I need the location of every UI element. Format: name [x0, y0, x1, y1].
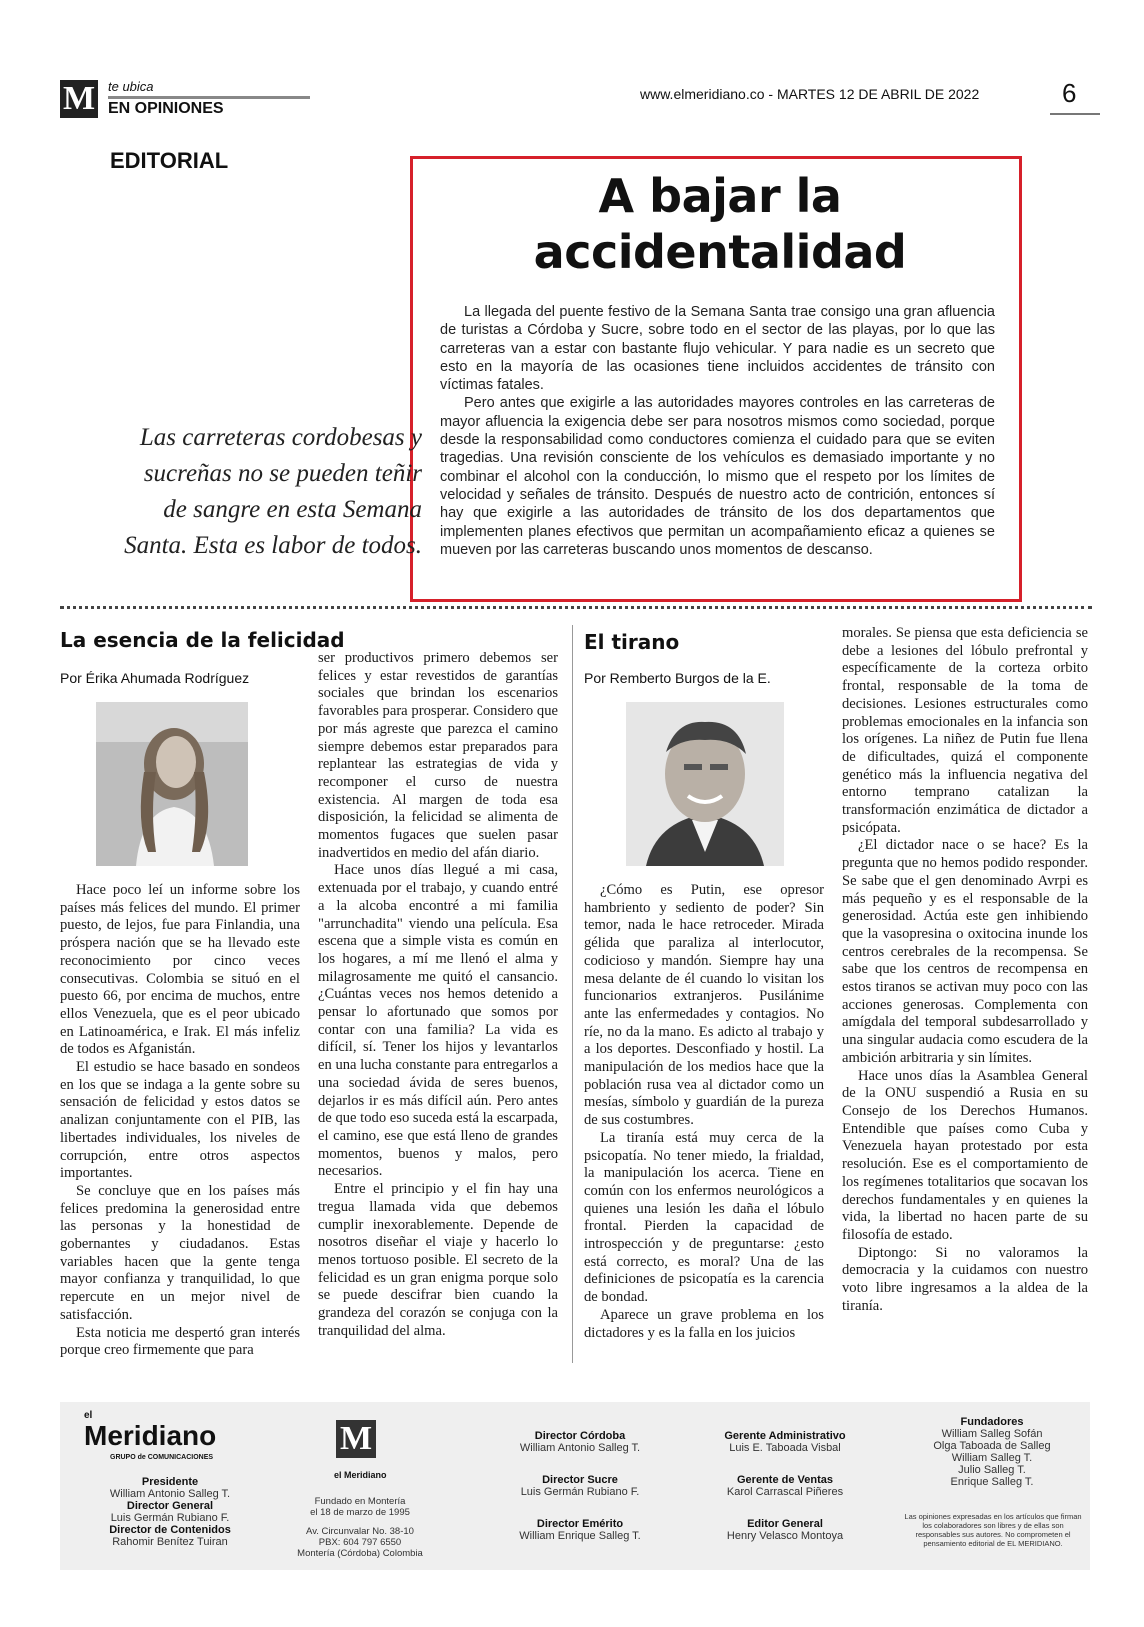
footer-label: Fundadores: [960, 1416, 1024, 1428]
section-name: EN OPINIONES: [108, 100, 224, 117]
editorial-body: [440, 303, 995, 559]
pull-quote: Las carreteras cordobesas y sucreñas no se pueden teñir de sangre en esta Semana Santa. Esta es labor de todos.: [124, 424, 422, 559]
article-paragraph: morales. Se piensa que esta deficiencia se debe a lesiones del lóbulo prefrontal y específicamente de la corteza orbito frontal, responsable de la toma de decisiones. Lesiones estructurales como problemas emocionales en la infancia son los orígenes. La niñez de Putin fue llena de dificultades, quizá el componente genético más la influencia negativa del entorno temprano catalizan la transformación enzimática de dictador a psicópata.: [842, 625, 1088, 836]
footer-label: Editor General: [747, 1518, 823, 1530]
footer-brand-logo: Meridiano: [84, 1420, 217, 1451]
founder-name: William Salleg Sofán: [941, 1428, 1043, 1440]
footer-value: Luis Germán Rubiano F.: [110, 1512, 230, 1524]
article-column: [318, 650, 558, 1340]
footer-leadership: [60, 1476, 280, 1548]
footer-brand-el: el: [84, 1410, 93, 1421]
footer-brand-sub: GRUPO de COMUNICACIONES: [110, 1454, 214, 1461]
article-paragraph: Hace poco leí un informe sobre los países más felices del mundo. El primer puesto, de lejos, fue para Finlandia, una próspera nación que se ha llevado este reconocimiento por cinco veces consecutivas. Colombia se situó en el puesto 66, por encima de muchos, entre ellos Venezuela, que es el peor ubicado en Latinoamérica, e Irak. El más infeliz de todos es Afganistán.: [60, 882, 300, 1058]
footer-label: Presidente: [141, 1476, 199, 1488]
article-paragraph: Entre el principio y el fin hay una tregua llamada vida que debemos cumplir inexorablemente. Depende de nosotros diseñar el viaje y hacerlo lo menos tortuoso posible. El secreto de la felicidad es un gran enigma porque solo se puede descifrar bien cuando la grandeza del corazón se conjuga con la tranquilidad del alma.: [318, 1181, 558, 1339]
headline-line-2: accidentalidad: [533, 225, 907, 279]
footer-label: Gerente de Ventas: [737, 1474, 833, 1486]
author-photo: [96, 702, 248, 866]
author-portrait: [96, 702, 248, 866]
footer-value: Luis E. Taboada Visbal: [729, 1442, 841, 1454]
article-paragraph: ¿El dictador nace o se hace? Es la pregunta que no hemos podido responder. Se sabe que el gen denominado Avrpi es más pequeño y es el responsable de la generosidad. Actúa este gen inhibiendo que la vasopresina o oxitocina inunde los centros cerebrales de la recompensa. Se sabe que los centros de recompensa en estos tiranos se activan muy poco con las acciones generosas. Complementa con amígdala del temporal subdesarrollado y una singular audacia como escudera de la ambición arbitraria y sin límites.: [842, 837, 1088, 1066]
footer-label: Director Córdoba: [534, 1430, 626, 1442]
section-logo: M: [60, 80, 98, 118]
dateline: www.elmeridiano.co - MARTES 12 DE ABRIL DE 2022: [640, 86, 980, 102]
article-paragraph: ¿Cómo es Putin, ese opresor hambriento y sediento de poder? Sin temor, nada le hace retroceder. Mirada gélida que paraliza al interlocutor, codicioso y mandón. Siempre hay una mesa delante de él cuando lo visitan los funcionarios extranjeros. Pusilánime ante las enfermedades y contagios. No ríe, no da la mano. Es adicto al trabajo y a los deportes. Desconfiado y hostil. La manipulación de los medios hace que la población rusa vea al dictador como un mesías, símbolo y guardián de la pureza de sus costumbres.: [584, 882, 824, 1129]
article-paragraph: Diptongo: Si no valoramos la democracia y la cuidamos con nuestro voto libre ingresamos a la aldea de la tiranía.: [842, 1244, 1088, 1314]
column-rule: [572, 625, 573, 1363]
footer-managers: [700, 1430, 870, 1542]
footer-directors: [500, 1430, 660, 1542]
footer-value: Karol Carrascal Piñeres: [726, 1486, 844, 1498]
article-paragraph: Esta noticia me despertó gran interés porque creo firmemente que para: [60, 1324, 300, 1359]
address-line: PBX: 604 797 6550: [318, 1537, 402, 1548]
founding-line: el 18 de marzo de 1995: [310, 1507, 410, 1518]
footer-founding: [290, 1496, 430, 1559]
editorial-paragraph: La llegada del puente festivo de la Semana Santa trae consigo una gran afluencia de turistas a Córdoba y Sucre, sobre todo en el sector de las playas, por lo que las carreteras van a estar con bastante flujo vehicular. Y para nadie es un secreto que esto en la mayoría de las ocasiones tiene incluidos accidentes de tránsito con víctimas fatales.: [440, 304, 995, 394]
footer-value: Luis Germán Rubiano F.: [520, 1486, 640, 1498]
footer-label: Gerente Administrativo: [724, 1430, 846, 1442]
founding-line: Fundado en Montería: [314, 1496, 406, 1507]
footer-value: Henry Velasco Montoya: [726, 1530, 844, 1542]
footer-label: Director de Contenidos: [109, 1524, 231, 1536]
section-separator: [60, 606, 1092, 609]
footer-value: Rahomir Benítez Tuiran: [112, 1536, 228, 1548]
article-title: El tirano: [584, 630, 680, 654]
article-column: [584, 882, 824, 1342]
footer-label: Director Sucre: [542, 1474, 618, 1486]
founder-name: William Salleg T.: [951, 1452, 1033, 1464]
article-paragraph: Hace unos días llegué a mi casa, extenuada por el trabajo, y cuando entré a la alcoba encontré a mi familia "arrunchadita" viendo una película. Esa escena que a simple vista es común en los hogares, a mí me llenó el alma y milagrosamente me quitó el cansancio. ¿Cuántas veces nos hemos detenido a pensar lo afortunado que somos por contar con una familia? La vida es difícil, sí. Tener los hijos y levantarlos en una lucha constante para entregarlos a una sociedad ávida de seres buenos, dejarlos ir es más difícil aún. Pero antes de que todo eso suceda está la escarpada, el camino, ese que está lleno de grandes momentos, buenos y malos, pero necesarios.: [318, 862, 558, 1180]
footer-value: William Enrique Salleg T.: [519, 1530, 641, 1542]
headline-line-1: A bajar la: [598, 169, 842, 223]
article-paragraph: Hace unos días la Asamblea General de la ONU suspendió a Rusia en su Consejo de los Derechos Humanos. Entendible que países como Cuba y Venezuela hayan protestado por esta resolución. Ese es el comportamiento de los regímenes totalitarios que socavan los derechos fundamentales y en quienes la vida, la libertad no hacen parte de su filosofía de estado.: [842, 1067, 1088, 1243]
section-divider: [108, 96, 310, 99]
footer-label: Director General: [126, 1500, 214, 1512]
article-paragraph: La tiranía está muy cerca de la psicopatía. No tener miedo, la frialdad, la manipulación los acerca. Tiene en común con los enfermos neurológicos a quienes una lesión les daña el lóbulo frontal. Pierden la capacidad de introspección y de preguntarse: ¿esto está correcto, es moral? Una de las definiciones de psicopatía es la carencia de bondad.: [584, 1129, 824, 1306]
footer-center-brand: el Meridiano: [334, 1470, 387, 1480]
footer-disclaimer: Las opiniones expresadas en los artículos que firman los colaboradores son libres y de ellas son responsables sus autores. No comprometen el pensamiento editorial de EL MERIDIANO.: [904, 1512, 1082, 1548]
page-number: 6: [1062, 78, 1077, 108]
founder-name: Olga Taboada de Salleg: [933, 1440, 1051, 1452]
footer-value: William Antonio Salleg T.: [109, 1488, 231, 1500]
article-paragraph: Aparece un grave problema en los dictadores y es la falla en los juicios: [584, 1306, 824, 1341]
article-column: [842, 625, 1088, 1315]
article-title: La esencia de la felicidad: [60, 628, 345, 652]
address-line: Montería (Córdoba) Colombia: [297, 1548, 423, 1559]
founder-name: Julio Salleg T.: [958, 1464, 1026, 1476]
article-paragraph: El estudio se hace basado en sondeos en los que se indaga a la gente sobre su sensación de felicidad y estos datos se analizan conjuntamente con el PIB, las libertades individuales, los niveles de corrupción, entre otros aspectos importantes.: [60, 1059, 300, 1182]
page-number-rule: [1050, 113, 1100, 115]
article-paragraph: Se concluye que en los países más felices predomina la generosidad entre las personas y la honestidad de gobernantes y ciudadanos. Estas variables hacen que la gente tenga mayor confianza y tranquilidad, lo que repercute en un mejor nivel de satisfacción.: [60, 1182, 300, 1323]
editorial-paragraph: Pero antes que exigirle a las autoridades mayores controles en las carreteras de mayor afluencia la exigencia debe ser para nosotros mismos como sociedad, porque desde la responsabilidad como conductores comienza el cuidado para que se eviten tragedias. Una revisión consciente de los vehículos es demasiado importante y no combinar el alcohol con la conducción, lo mismo que el respeto por los límites de velocidad y señales de tránsito. Después de nuestro acto de contrición, entonces sí hay que exigirle a las autoridades de tránsito de los dos departamentos que implementen planes efectivos que permitan un acompañamiento eficaz a quienes se mueven por las carreteras buscando unos momentos de descanso.: [440, 395, 995, 558]
article-column: [60, 882, 300, 1360]
author-photo: [626, 702, 784, 866]
address-line: Av. Circunvalar No. 38-10: [306, 1526, 414, 1537]
footer-value: William Antonio Salleg T.: [519, 1442, 641, 1454]
founder-name: Enrique Salleg T.: [950, 1476, 1034, 1488]
article-byline: Por Remberto Burgos de la E.: [584, 670, 771, 686]
editorial-label: EDITORIAL: [110, 148, 229, 173]
section-tagline: te ubica: [108, 79, 154, 94]
editorial-headline: [440, 168, 1000, 280]
article-paragraph: ser productivos primero debemos ser felices y estar revestidos de garantías sociales que brindan los escenarios favorables para prosperar. Considero que por más agreste que parezca el camino siempre debemos estar preparados para replantear las estrategias de vida y recomponer el curso de nuestra existencia. Al margen de toda esa disposición, la felicidad se alimenta de momentos fugaces que suelen pasar inadvertidos en medio del afán diario.: [318, 650, 558, 861]
footer-founders: [912, 1416, 1072, 1488]
author-portrait: [626, 702, 784, 866]
article-byline: Por Érika Ahumada Rodríguez: [60, 670, 250, 686]
footer-label: Director Emérito: [536, 1518, 624, 1530]
footer-center-logo: M: [336, 1420, 376, 1458]
